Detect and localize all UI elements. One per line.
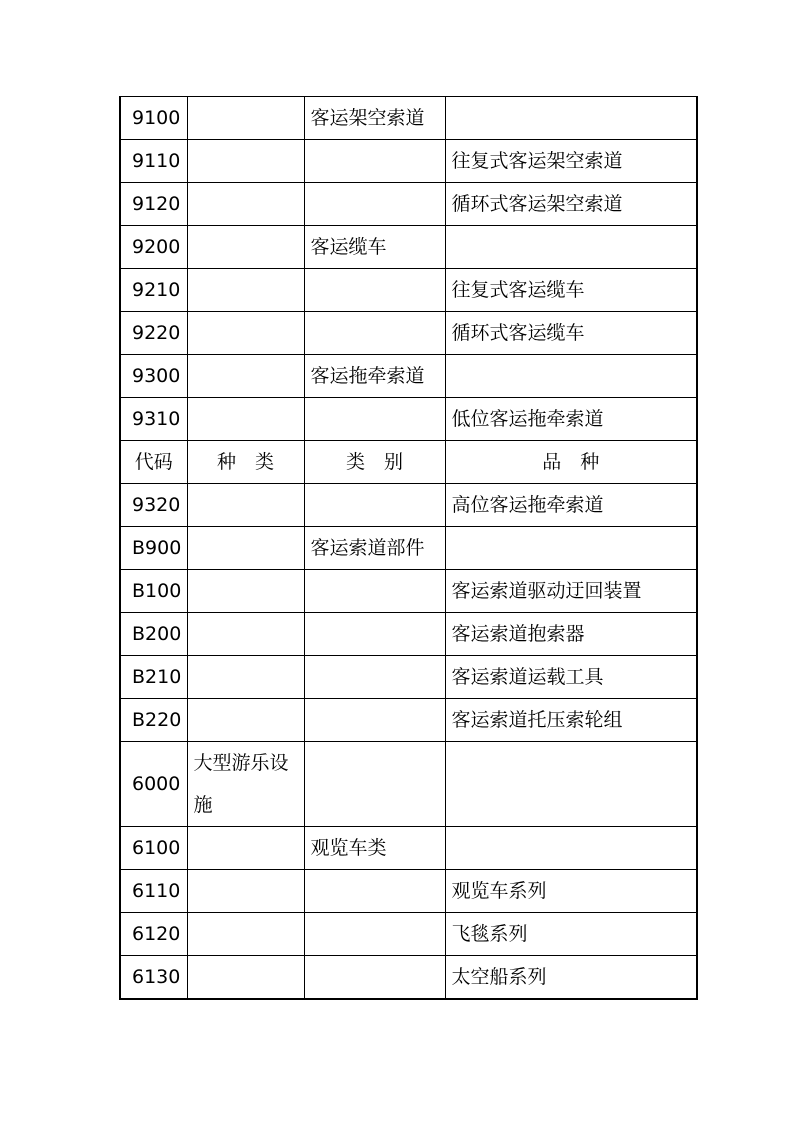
category-cell — [304, 269, 445, 312]
code-cell: B100 — [120, 570, 187, 613]
category-cell: 观览车类 — [304, 827, 445, 870]
variety-cell: 观览车系列 — [445, 870, 697, 913]
category-cell: 客运拖牵索道 — [304, 355, 445, 398]
variety-cell: 循环式客运缆车 — [445, 312, 697, 355]
code-cell: 9100 — [120, 97, 187, 140]
category-cell: 客运索道部件 — [304, 527, 445, 570]
table-row — [120, 312, 697, 355]
code-cell: B220 — [120, 699, 187, 742]
table-row — [120, 742, 697, 827]
variety-cell — [445, 742, 697, 827]
table-row — [120, 269, 697, 312]
category-cell — [304, 140, 445, 183]
variety-cell — [445, 527, 697, 570]
code-cell: 9320 — [120, 484, 187, 527]
table-row — [120, 484, 697, 527]
kind-cell — [187, 913, 304, 956]
code-cell: 6130 — [120, 956, 187, 1000]
category-cell — [304, 956, 445, 1000]
variety-cell: 高位客运拖牵索道 — [445, 484, 697, 527]
table-row — [120, 527, 697, 570]
category-cell — [304, 312, 445, 355]
kind-cell — [187, 570, 304, 613]
kind-cell — [187, 699, 304, 742]
header-variety: 品 种 — [445, 441, 697, 484]
kind-cell — [187, 140, 304, 183]
code-cell: B900 — [120, 527, 187, 570]
code-cell: 6000 — [120, 742, 187, 827]
table-row — [120, 699, 697, 742]
kind-cell — [187, 870, 304, 913]
code-cell: 9300 — [120, 355, 187, 398]
variety-cell — [445, 226, 697, 269]
category-cell — [304, 699, 445, 742]
kind-cell — [187, 226, 304, 269]
category-cell — [304, 570, 445, 613]
header-kind: 种 类 — [187, 441, 304, 484]
variety-cell: 太空船系列 — [445, 956, 697, 1000]
header-category: 类 别 — [304, 441, 445, 484]
table-row — [120, 656, 697, 699]
category-cell — [304, 742, 445, 827]
variety-cell — [445, 827, 697, 870]
code-cell: 6100 — [120, 827, 187, 870]
table-row — [120, 956, 697, 1000]
table-row — [120, 226, 697, 269]
category-cell — [304, 613, 445, 656]
kind-cell — [187, 355, 304, 398]
code-cell: 9200 — [120, 226, 187, 269]
kind-cell — [187, 183, 304, 226]
table-row — [120, 870, 697, 913]
table-row — [120, 140, 697, 183]
table-row — [120, 183, 697, 226]
category-cell — [304, 913, 445, 956]
code-cell: 9120 — [120, 183, 187, 226]
code-cell: 9110 — [120, 140, 187, 183]
table-row — [120, 398, 697, 441]
variety-cell: 客运索道抱索器 — [445, 613, 697, 656]
kind-cell: 大型游乐设施 — [187, 742, 304, 827]
category-cell — [304, 183, 445, 226]
kind-cell — [187, 827, 304, 870]
category-cell: 客运缆车 — [304, 226, 445, 269]
kind-cell — [187, 312, 304, 355]
table-row — [120, 913, 697, 956]
code-cell: 6120 — [120, 913, 187, 956]
code-cell: 9220 — [120, 312, 187, 355]
code-cell: 9210 — [120, 269, 187, 312]
equipment-code-table — [119, 96, 698, 1000]
variety-cell: 客运索道驱动迂回装置 — [445, 570, 697, 613]
kind-cell — [187, 484, 304, 527]
kind-cell — [187, 613, 304, 656]
category-cell — [304, 656, 445, 699]
kind-cell — [187, 527, 304, 570]
variety-cell: 客运索道托压索轮组 — [445, 699, 697, 742]
kind-cell — [187, 398, 304, 441]
category-cell — [304, 484, 445, 527]
variety-cell: 往复式客运架空索道 — [445, 140, 697, 183]
variety-cell — [445, 355, 697, 398]
variety-cell: 低位客运拖牵索道 — [445, 398, 697, 441]
repeated-header-row — [120, 441, 697, 484]
category-cell — [304, 398, 445, 441]
kind-cell — [187, 656, 304, 699]
code-cell: B210 — [120, 656, 187, 699]
variety-cell: 往复式客运缆车 — [445, 269, 697, 312]
variety-cell — [445, 97, 697, 140]
header-code: 代码 — [120, 441, 187, 484]
kind-cell — [187, 956, 304, 1000]
table-row — [120, 827, 697, 870]
kind-cell — [187, 97, 304, 140]
variety-cell: 循环式客运架空索道 — [445, 183, 697, 226]
category-cell: 客运架空索道 — [304, 97, 445, 140]
table-row — [120, 570, 697, 613]
table-row — [120, 355, 697, 398]
table-row — [120, 613, 697, 656]
variety-cell: 飞毯系列 — [445, 913, 697, 956]
kind-cell — [187, 269, 304, 312]
code-cell: 9310 — [120, 398, 187, 441]
code-cell: B200 — [120, 613, 187, 656]
variety-cell: 客运索道运载工具 — [445, 656, 697, 699]
table-row — [120, 97, 697, 140]
code-cell: 6110 — [120, 870, 187, 913]
category-cell — [304, 870, 445, 913]
